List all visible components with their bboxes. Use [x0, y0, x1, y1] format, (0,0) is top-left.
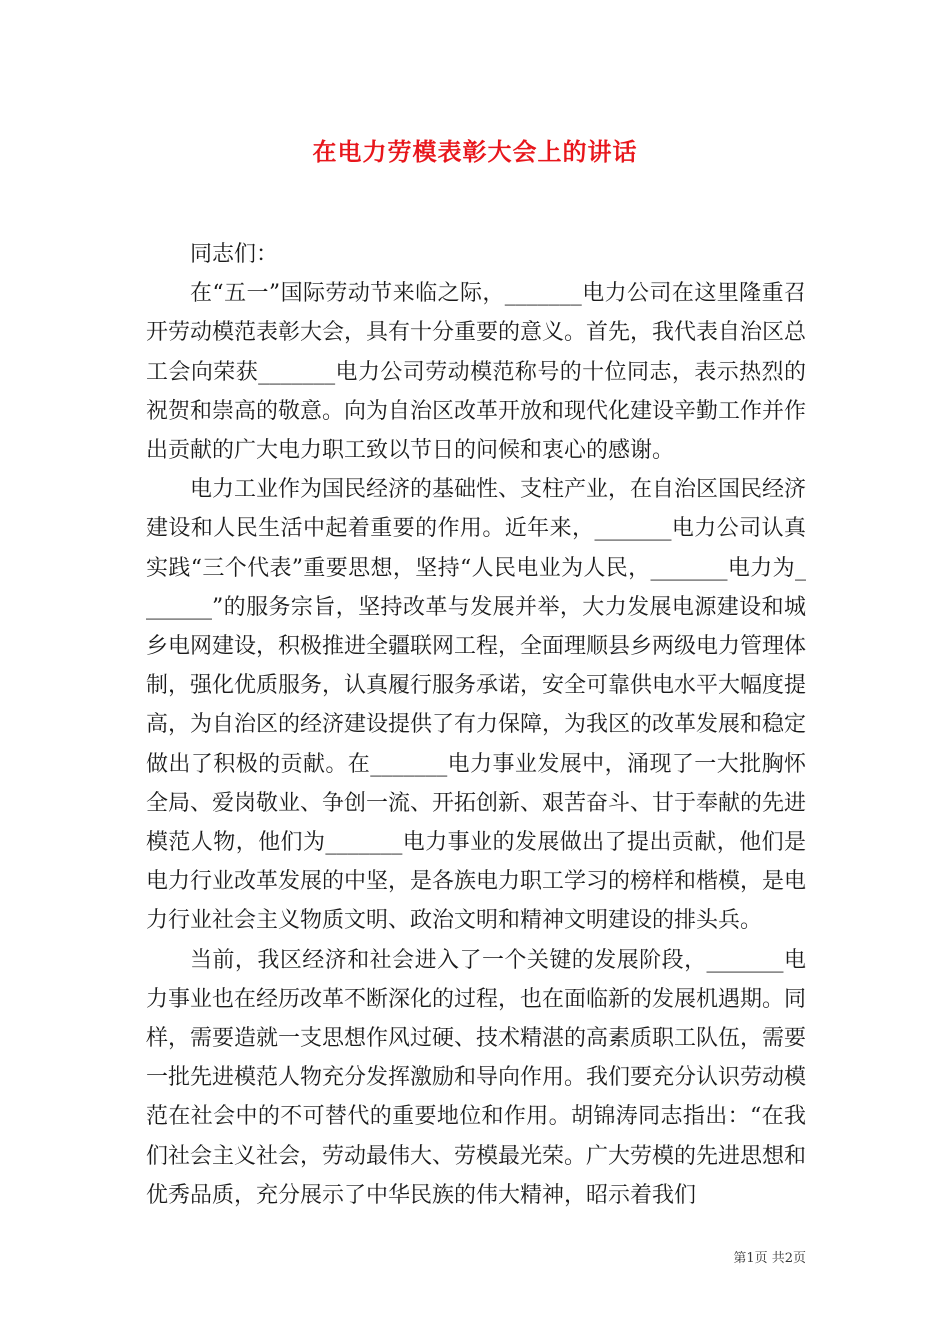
document-title: 在电力劳模表彰大会上的讲话	[312, 137, 638, 166]
paragraph-1: 在“五一”国际劳动节来临之际，_______电力公司在这里隆重召开劳动模范表彰大会，具有十分重要的意义。首先，我代表自治区总工会向荣获_______电力公司劳动模范称号的十位同志，表示热烈的祝贺和崇高的敬意。向为自治区改革开放和现代化建设辛勤工作并作出贡献的广大电力职工致以节日的问候和衷心的感谢。	[146, 281, 807, 464]
page-number: 第1页 共2页	[733, 1251, 806, 1266]
paragraph-3: 当前，我区经济和社会进入了一个关键的发展阶段，_______电力事业也在经历改革不断深化的过程，也在面临新的发展机遇期。同样，需要造就一支思想作风过硬、技术精湛的高素质职工队伍，需要一批先进模范人物充分发挥激励和导向作用。我们要充分认识劳动模范在社会中的不可替代的重要地位和作用。胡锦涛同志指出：“在我们社会主义社会，劳动最伟大、劳模最光荣。广大劳模的先进思想和优秀品质，充分展示了中华民族的伟大精神，昭示着我们	[146, 947, 807, 1208]
paragraph-2: 电力工业作为国民经济的基础性、支柱产业，在自治区国民经济建设和人民生活中起着重要的作用。近年来，_______电力公司认真实践“三个代表”重要思想，坚持“人民电业为人民，_______电力为_______”的服务宗旨，坚持改革与发展并举，大力发展电源建设和城乡电网建设，积极推进全疆联网工程，全面理顺县乡两级电力管理体制，强化优质服务，认真履行服务承诺，安全可靠供电水平大幅度提高，为自治区的经济建设提供了有力保障，为我区的改革发展和稳定做出了积极的贡献。在_______电力事业发展中，涌现了一大批胸怀全局、爱岗敬业、争创一流、开拓创新、艰苦奋斗、甘于奉献的先进模范人物，他们为_______电力事业的发展做出了提出贡献，他们是电力行业改革发展的中坚，是各族电力职工学习的榜样和楷模，是电力行业社会主义物质文明、政治文明和精神文明建设的排头兵。	[146, 477, 807, 934]
greeting: 同志们：	[190, 242, 279, 267]
document-body	[146, 235, 806, 1215]
